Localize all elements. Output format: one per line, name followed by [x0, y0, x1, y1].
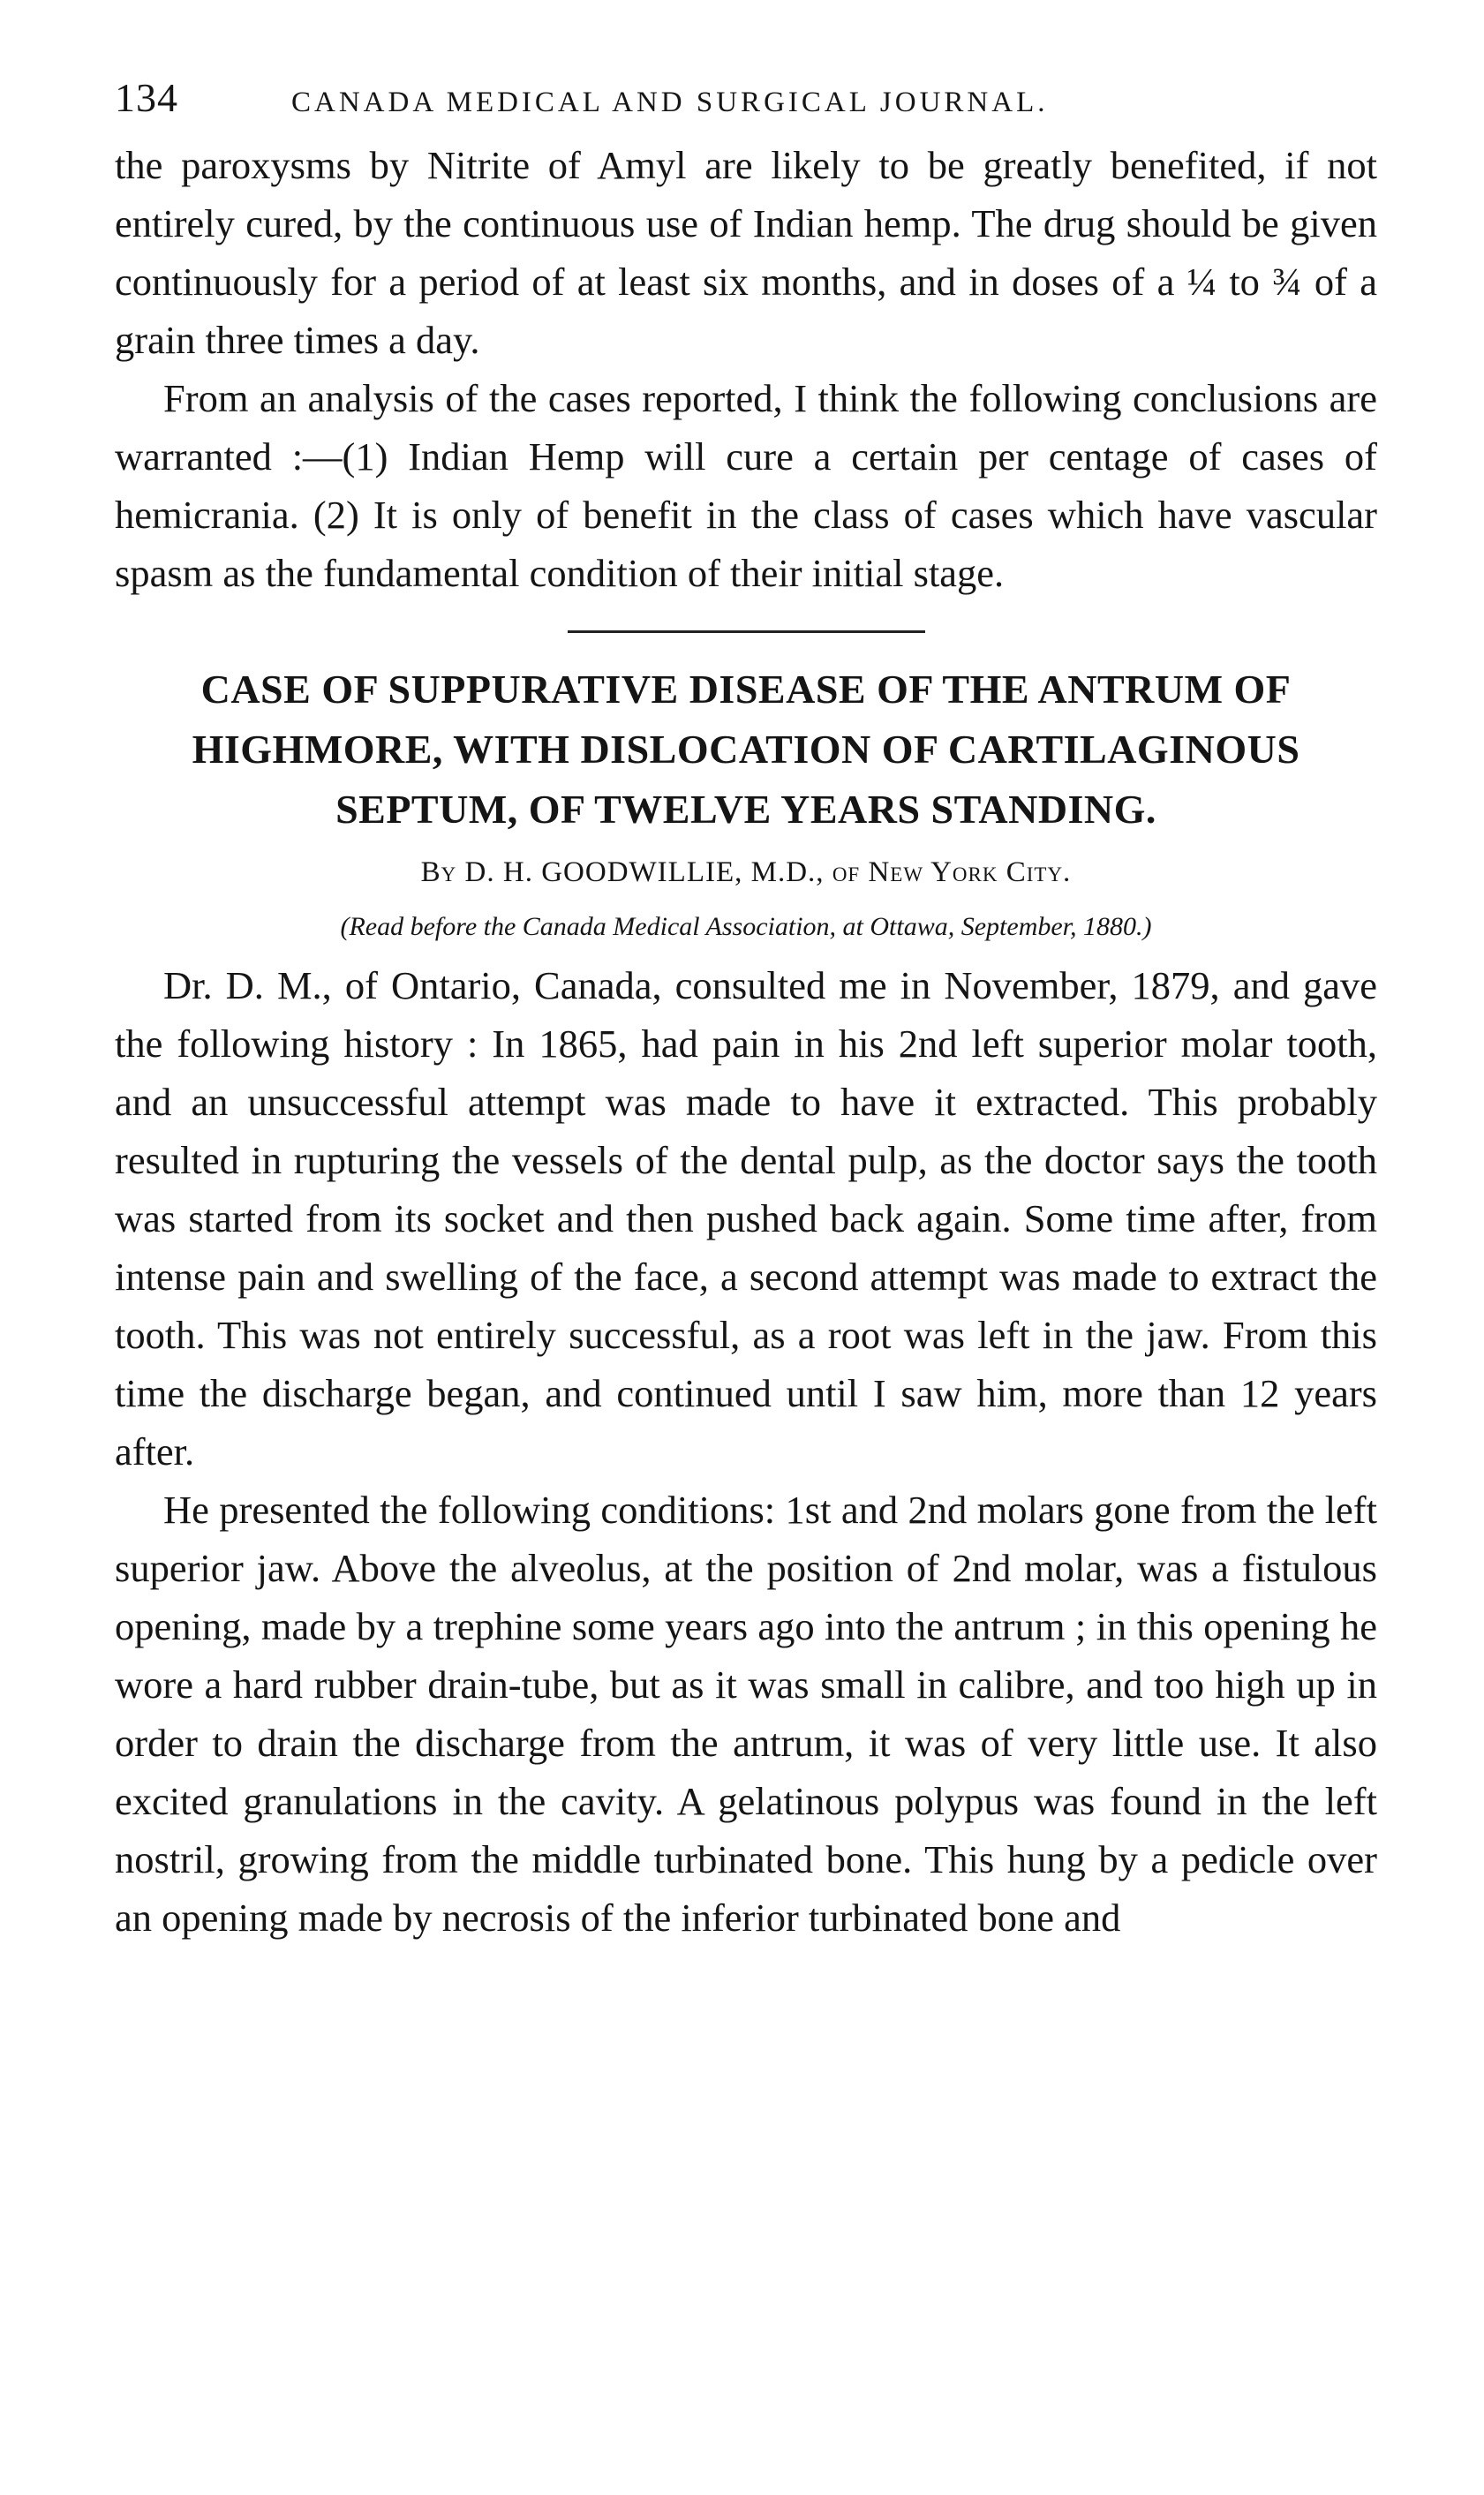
running-head: [115, 74, 1377, 136]
paragraph-continued: the paroxysms by Nitrite of Amyl are likely to be greatly benefited, if not entirely cured, by the continuous use of Indian hemp. The drug should be given continuously for a period of at least six months, and in doses of a ¼ to ¾ of a grain three times a day.: [115, 143, 1377, 362]
article-title: CASE OF SUPPURATIVE DISEASE OF THE ANTRUM OF HIGHMORE, WITH DISLOCATION OF CARTILAGINOUS SEPTUM, OF TWELVE YEARS STANDING.: [192, 667, 1300, 832]
page-number: 134: [115, 75, 178, 120]
section-divider: [568, 630, 925, 633]
paragraph-history: Dr. D. M., of Ontario, Canada, consulted me in November, 1879, and gave the following history : In 1865, had pain in his 2nd left superior molar tooth, and an unsuccessful attempt was made to have it extracted. This probably resulted in rupturing the vessels of the dental pulp, as the doctor says the tooth was started from its socket and then pushed back again. Some time after, from intense pain and swelling of the face, a second attempt was made to extract the tooth. This was not entirely successful, as a root was left in the jaw. From this time the discharge began, and continued until I saw him, more than 12 years after.: [115, 963, 1377, 1474]
paragraph-conditions: He presented the following conditions: 1st and 2nd molars gone from the left superior jaw. Above the alveolus, at the position of 2nd molar, was a fistulous opening, made by a trephine some years ago into the antrum ; in this opening he wore a hard rubber drain-tube, but as it was small in calibre, and too high up in order to drain the discharge from the antrum, it was of very little use. It also excited granulations in the cavity. A gelatinous polypus was found in the left nostril, growing from the middle turbinated bone. This hung by a pedicle over an opening made by necrosis of the inferior turbinated bone and: [115, 1488, 1377, 1940]
byline-suffix: of New York City.: [832, 856, 1072, 888]
byline-prefix: By: [420, 856, 457, 888]
article-body: [115, 956, 1377, 1947]
journal-title: CANADA MEDICAL AND SURGICAL JOURNAL.: [291, 87, 1049, 118]
author-name: D. H. GOODWILLIE, M.D.,: [464, 856, 825, 888]
journal-page: [115, 74, 1377, 1947]
read-note: (Read before the Canada Medical Association, at Ottawa, September, 1880.): [340, 912, 1152, 941]
paragraph-conclusions: From an analysis of the cases reported, I think the following conclusions are warranted :—(1) Indian Hemp will cure a certain per centage of cases of hemicrania. (2) It is only of benefit in the class of cases which have vascular spasm as the fundamental condition of their initial stage.: [115, 376, 1377, 595]
article-byline: [115, 847, 1377, 898]
